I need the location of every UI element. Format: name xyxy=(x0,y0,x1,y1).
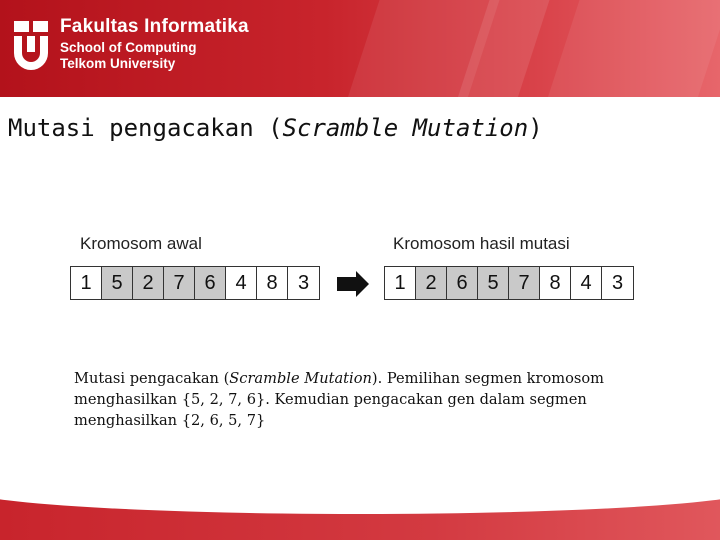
school-name: School of Computing xyxy=(60,40,197,55)
caption-italic-text: Scramble Mutation xyxy=(229,370,372,387)
title-close-paren: ) xyxy=(528,114,543,142)
caption-line: menghasilkan {2, 6, 5, 7} xyxy=(74,412,266,429)
footer-wave xyxy=(0,492,720,514)
telkom-university-logo-icon xyxy=(13,19,49,71)
initial-chromosome xyxy=(70,266,320,300)
slide-title xyxy=(8,114,543,142)
gene-cell: 7 xyxy=(509,267,540,299)
gene-cell: 5 xyxy=(478,267,509,299)
caption-line xyxy=(74,368,654,389)
caption-text: ). Pemilihan segmen kromosom xyxy=(371,370,604,387)
gene-cell: 1 xyxy=(385,267,416,299)
initial-chromosome-label: Kromosom awal xyxy=(80,234,202,253)
gene-cell: 3 xyxy=(611,271,624,294)
gene-cell: 6 xyxy=(195,267,226,299)
gene-cell: 2 xyxy=(133,267,164,299)
gene-cell: 8 xyxy=(540,267,571,299)
caption-text: Mutasi pengacakan ( xyxy=(74,370,230,387)
caption xyxy=(74,368,654,431)
right-arrow-icon xyxy=(337,271,369,297)
header-banner xyxy=(0,0,720,97)
title-text: Mutasi pengacakan ( xyxy=(8,114,283,142)
gene-cell: 7 xyxy=(164,267,195,299)
footer-banner xyxy=(0,492,720,540)
gene-cell: 2 xyxy=(416,267,447,299)
university-name: Telkom University xyxy=(60,56,176,71)
mutated-chromosome xyxy=(384,266,634,300)
gene-cell: 3 xyxy=(297,271,310,294)
faculty-name: Fakultas Informatika xyxy=(60,16,249,37)
banner-stripe xyxy=(534,0,720,97)
gene-cell: 8 xyxy=(257,267,288,299)
gene-cell: 4 xyxy=(226,267,257,299)
gene-cell: 1 xyxy=(71,267,102,299)
title-italic-text: Scramble Mutation xyxy=(282,114,529,142)
caption-line: menghasilkan {5, 2, 7, 6}. Kemudian pengacakan gen dalam segmen xyxy=(74,391,587,408)
gene-cell: 5 xyxy=(102,267,133,299)
mutated-chromosome-label: Kromosom hasil mutasi xyxy=(393,234,570,253)
gene-cell: 4 xyxy=(571,267,602,299)
gene-cell: 6 xyxy=(447,267,478,299)
